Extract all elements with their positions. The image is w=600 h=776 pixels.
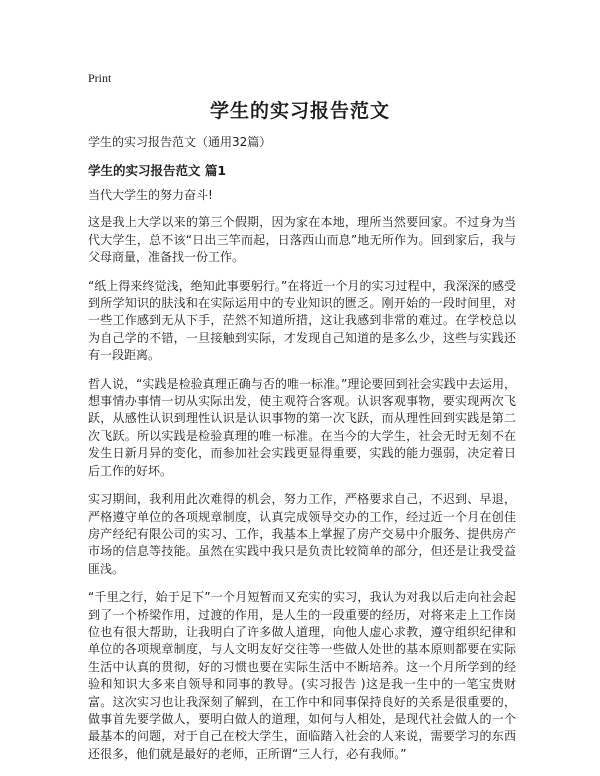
- paragraph: 这是我上大学以来的第三个假期，因为家在本地，理所当然要回家。不过身为当代大学生，总不该“日出三竿而起，日落西山而息”地无所作为。回到家后，我与父母商量，准备找一份工作。: [88, 215, 516, 265]
- paragraph: “千里之行，始于足下”一个月短暂而又充实的实习，我认为对我以后走向社会起到了一个桥梁作用，过渡的作用，是人生的一段重要的经历，对将来走上工作岗位也有很大帮助，让我明白了许多做人道理，向他人虚心求教，遵守组织纪律和单位的各项规章制度，与人文明友好交往等一些做人处世的基本原则都要在实际生活中认真的贯彻，好的习惯也要在实际生活中不断培养。这一个月所学到的经验和知识大多来自领导和同事的教导。(实习报告 )这是我一生中的一笔宝贵财富。这次实习也让我深刻了解到，在工作中和同事保持良好的关系是很重要的，做事首先要学做人，要明白做人的道理，如何与人相处，是现代社会做人的一个最基本的问题，对于自己在校大学生，面临踏入社会的人来说，需要学习的东西还很多，他们就是最好的老师，正所谓“三人行，必有我师。”: [88, 590, 516, 761]
- section-heading: 学生的实习报告范文 篇1: [88, 163, 227, 178]
- paragraph: 实习期间，我利用此次难得的机会，努力工作，严格要求自己，不迟到、早退，严格遵守单位的各项规章制度，认真完成领导交办的工作，经过近一个月在创佳房产经纪有限公司的实习、工作，我基本上掌握了房产交易中介服务、提供房产市场的信息等技能。虽然在实践中我只是负责比较简单的部分，但还是让我受益匪浅。: [88, 492, 516, 576]
- article-body: [88, 187, 516, 774]
- paragraph: “纸上得来终觉浅，绝知此事要躬行。”在将近一个月的实习过程中，我深深的感受到所学知识的肤浅和在实际运用中的专业知识的匮乏。刚开始的一段时间里，对一些工作感到无从下手，茫然不知道所措，这让我感到非常的难过。在学校总以为自己学的不错，一旦接触到实际，才发现自己知道的是多么少，这些与实践还有一段距离。: [88, 278, 516, 363]
- paragraph: 哲人说，“实践是检验真理正确与否的唯一标准。”理论要回到社会实践中去运用，想事情办事情一切从实际出发，使主观符合客观。认识客观事物，要实现两次飞跃，从感性认识到理性认识是认识事物的第一次飞跃，而从理性回到实践是第二次飞跃。所以实践是检验真理的唯一标准。在当今的大学生，社会无时无刻不在发生日新月异的变化，而参加社会实践更显得重要，实践的能力强弱，决定着日后工作的好坏。: [88, 376, 516, 478]
- document-subtitle: 学生的实习报告范文（通用32篇）: [88, 135, 272, 149]
- print-link[interactable]: Print: [88, 71, 112, 85]
- paragraph-intro: 当代大学生的努力奋斗!: [88, 188, 213, 202]
- page-title: 学生的实习报告范文: [209, 100, 390, 122]
